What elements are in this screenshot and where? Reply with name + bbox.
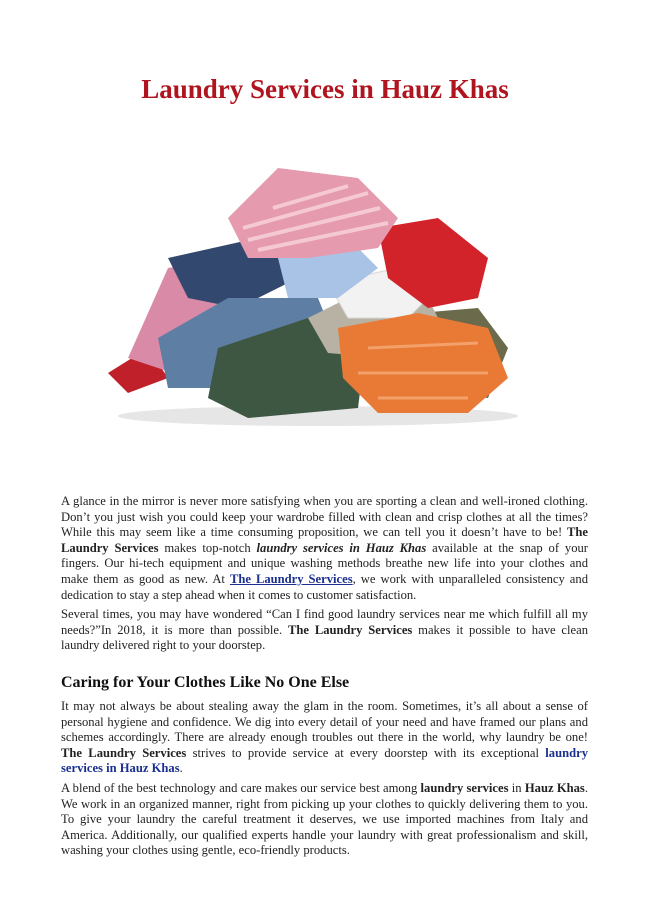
keyword-emphasis: laundry services in Hauz Khas — [256, 540, 427, 555]
text-span: strives to provide service at every doorstep with its exceptional — [186, 745, 546, 760]
text-span: It may not always be about stealing away the glam in the room. Sometimes, it’s all about a sense of personal hygiene and confidence. We dig into every detail of your need and have framed our plans and schemes accordingly. There are already enough troubles out there in the world, why laundry be one! — [61, 699, 588, 745]
second-paragraph — [61, 607, 588, 654]
brand-name: The Laundry Services — [287, 622, 413, 637]
text-span: in — [508, 781, 525, 795]
third-paragraph — [61, 699, 588, 777]
fourth-paragraph — [61, 781, 588, 859]
keyword-bold: laundry services — [420, 781, 509, 795]
text-span: makes it possible to have clean laundry delivered right to your doorstep. — [61, 622, 588, 653]
location-bold: Hauz Khas — [524, 781, 585, 795]
keyword-highlight: laundry services in Hauz Khas — [61, 745, 588, 776]
text-span: . — [179, 761, 183, 776]
text-span: A glance in the mirror is never more satisfying when you are sporting a clean and well-ironed clothing. Don’t you just wish you could keep your wardrobe filled with clean and crisp clothes at all the times? While this may seem like a time consuming proposition, we can tell you it doesn’t have to be! — [61, 494, 588, 540]
text-span: A blend of the best technology and care makes our service best among — [61, 781, 421, 795]
page-title: Laundry Services in Hauz Khas — [141, 74, 509, 104]
text-span: . We work in an organized manner, right from picking up your clothes to quickly delivering them to you. To give your laundry the careful treatment it deserves, we use imported machines from Italy and America. Additionally, our qualified experts handle your laundry with great professionalism and skill, washing your clothes using gentle, eco-friendly products. — [61, 781, 588, 858]
brand-name: The Laundry Services — [61, 745, 187, 760]
section-heading: Caring for Your Clothes Like No One Else — [61, 674, 350, 691]
laundry-pile-image — [108, 148, 528, 428]
brand-name: The Laundry Services — [61, 525, 588, 555]
text-span: Several times, you may have wondered “Can I find good laundry services near me which fulfill all my needs?”In 2018, it is more than possible. — [61, 607, 588, 637]
text-span: , we work with unparalleled consistency and dedication to stay a step ahead when it comes to customer satisfaction. — [61, 571, 588, 602]
brand-link[interactable]: The Laundry Services — [229, 571, 353, 586]
intro-paragraph — [61, 494, 588, 603]
text-span: makes top-notch — [158, 540, 257, 555]
pink-striped-cloth — [228, 168, 398, 258]
text-span: available at the snap of your fingers. Our hi-tech equipment and unique washing methods breathe new life into your clothes and make them as good as new. At — [61, 540, 588, 586]
